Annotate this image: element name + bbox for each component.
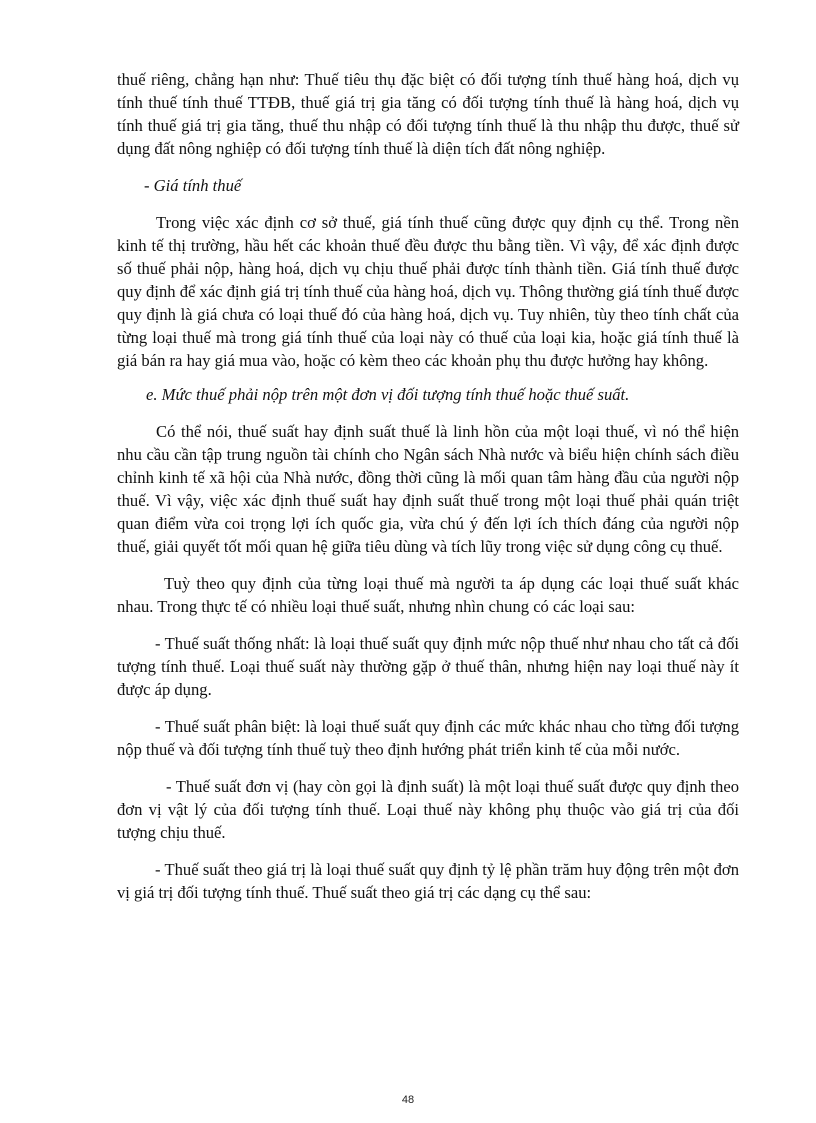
- list-item-ad-valorem-rate: - Thuế suất theo giá trị là loại thuế suất quy định tỷ lệ phần trăm huy động trên một đơn vị giá trị đối tượng tính thuế. Thuế suất theo giá trị các dạng cụ thể sau:: [117, 860, 739, 902]
- list-item-unit-rate: - Thuế suất đơn vị (hay còn gọi là định suất) là một loại thuế suất được quy định theo đơn vị vật lý của đối tượng tính thuế. Loại thuế này không phụ thuộc vào giá trị của đối tượng chịu thuế.: [117, 777, 739, 842]
- subheading-tax-price: - Giá tính thuế: [144, 176, 242, 195]
- document-page: [117, 68, 739, 904]
- paragraph-tax-object-continuation: thuế riêng, chẳng hạn như: Thuế tiêu thụ đặc biệt có đối tượng tính thuế hàng hoá, dịch vụ tính thuế tính thuế TTĐB, thuế giá trị gia tăng có đối tượng tính thuế là hàng hoá, dịch vụ tính thuế giá trị gia tăng, thuế thu nhập có đối tượng tính thuế là thu nhập thu được, thuế sử dụng đất nông nghiệp có đối tượng tính thuế là diện tích đất nông nghiệp.: [117, 70, 739, 158]
- paragraph-tax-rate-types-intro: Tuỳ theo quy định của từng loại thuế mà người ta áp dụng các loại thuế suất khác nhau. Trong thực tế có nhiều loại thuế suất, nhưng nhìn chung có các loại sau:: [117, 574, 739, 616]
- list-item-uniform-rate: - Thuế suất thống nhất: là loại thuế suất quy định mức nộp thuế như nhau cho tất cả đối tượng tính thuế. Loại thuế suất này thường gặp ở thuế thân, nhưng hiện nay loại thuế này ít được áp dụng.: [117, 634, 739, 699]
- section-heading-tax-rate: e. Mức thuế phải nộp trên một đơn vị đối tượng tính thuế hoặc thuế suất.: [146, 385, 630, 404]
- list-item-differential-rate: - Thuế suất phân biệt: là loại thuế suất quy định các mức khác nhau cho từng đối tượng nộp thuế và đối tượng tính thuế tuỳ theo định hướng phát triển kinh tế của mỗi nước.: [117, 717, 739, 759]
- page-number: 48: [401, 1094, 415, 1106]
- paragraph-tax-price: Trong việc xác định cơ sở thuế, giá tính thuế cũng được quy định cụ thể. Trong nền kinh tế thị trường, hầu hết các khoản thuế đều được thu bằng tiền. Vì vậy, để xác định được số thuế phải nộp, hàng hoá, dịch vụ chịu thuế phải được tính thành tiền. Giá tính thuế được quy định để xác định giá trị tính thuế của hàng hoá, dịch vụ. Thông thường giá tính thuế được quy định là giá chưa có loại thuế đó của hàng hoá, dịch vụ. Tuy nhiên, tùy theo tính chất của từng loại thuế mà trong giá tính thuế của loại này có thuế của loại kia, hoặc giá tính thuế là giá bán ra hay giá mua vào, hoặc có kèm theo các khoản phụ thu được hưởng hay không.: [117, 213, 739, 370]
- paragraph-tax-rate-importance: Có thể nói, thuế suất hay định suất thuế là linh hồn của một loại thuế, vì nó thể hiện nhu cầu cần tập trung nguồn tài chính cho Ngân sách Nhà nước và biểu hiện chính sách điều chỉnh kinh tế xã hội của Nhà nước, đồng thời cũng là mối quan tâm hàng đầu của người nộp thuế. Vì vậy, việc xác định thuế suất hay định suất thuế trong một loại thuế phải quán triệt quan điểm vừa coi trọng lợi ích quốc gia, vừa chú ý đến lợi ích thích đáng của người nộp thuế, giải quyết tốt mối quan hệ giữa tiêu dùng và tích lũy trong việc sử dụng công cụ thuế.: [117, 422, 739, 556]
